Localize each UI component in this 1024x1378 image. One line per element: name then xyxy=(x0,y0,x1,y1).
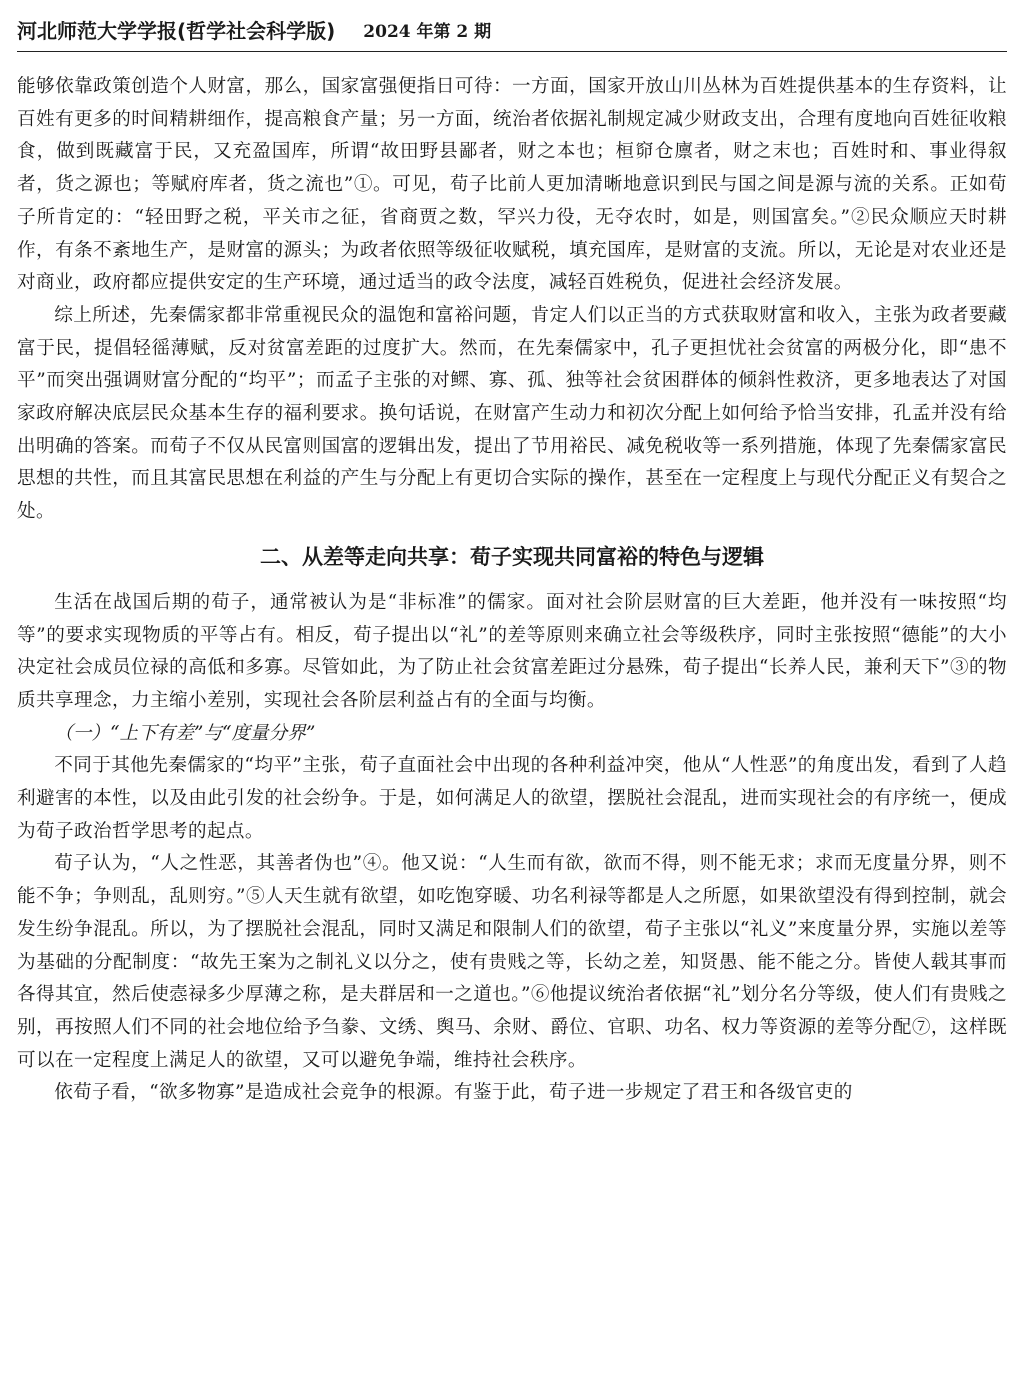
running-header xyxy=(17,0,1007,52)
subsection-heading: （一）“上下有差”与“度量分界” xyxy=(54,722,316,744)
article-body xyxy=(17,52,1007,1110)
paragraph: 依荀子看，“欲多物寡”是造成社会竞争的根源。有鉴于此，荀子进一步规定了君王和各级官吏的 xyxy=(54,1082,853,1104)
issue-number: 2024 年第 2 期 xyxy=(363,22,492,42)
paragraph: 不同于其他先秦儒家的“均平”主张，荀子直面社会中出现的各种利益冲突，他从“人性恶”的角度出发，看到了人趋利避害的本性，以及由此引发的社会纷争。于是，如何满足人的欲望，摆脱社会混乱，进而实现社会的有序统一，便成为荀子政治哲学思考的起点。 xyxy=(17,755,1007,842)
paragraph-continued: 能够依靠政策创造个人财富，那么，国家富强便指日可待：一方面，国家开放山川丛林为百姓提供基本的生存资料，让百姓有更多的时间精耕细作，提高粮食产量；另一方面，统治者依据礼制规定减少财政支出，合理有度地向百姓征收粮食，做到既藏富于民，又充盈国库，所谓“故田野县鄙者，财之本也；桓窌仓廪者，财之末也；百姓时和、事业得叙者，货之源也；等赋府库者，货之流也”①。可见，荀子比前人更加清晰地意识到民与国之间是源与流的关系。正如荀子所肯定的：“轻田野之税，平关市之征，省商贾之数，罕兴力役，无夺农时，如是，则国富矣。”②民众顺应天时耕作，有条不紊地生产，是财富的源头；为政者依照等级征收赋税，填充国库，是财富的支流。所以，无论是对农业还是对商业，政府都应提供安定的生产环境，通过适当的政令法度，减轻百姓税负，促进社会经济发展。 xyxy=(17,76,1007,294)
section-heading: 二、从差等走向共享：荀子实现共同富裕的特色与逻辑 xyxy=(260,544,764,569)
paragraph: 荀子认为，“人之性恶，其善者伪也”④。他又说：“人生而有欲，欲而不得，则不能无求；求而无度量分界，则不能不争；争则乱，乱则穷。”⑤人天生就有欲望，如吃饱穿暖、功名利禄等都是人之所愿，如果欲望没有得到控制，就会发生纷争混乱。所以，为了摆脱社会混乱，同时又满足和限制人们的欲望，荀子主张以“礼义”来度量分界，实施以差等为基础的分配制度：“故先王案为之制礼义以分之，使有贵贱之等，长幼之差，知贤愚、能不能之分。皆使人载其事而各得其宜，然后使悫禄多少厚薄之称，是夫群居和一之道也。”⑥他提议统治者依据“礼”划分名分等级，使人们有贵贱之别，再按照人们不同的社会地位给予刍豢、文绣、舆马、余财、爵位、官职、功名、权力等资源的差等分配⑦，这样既可以在一定程度上满足人的欲望，又可以避免争端，维持社会秩序。 xyxy=(17,853,1007,1071)
journal-name: 河北师范大学学报(哲学社会科学版) xyxy=(17,19,336,43)
paragraph-summary: 综上所述，先秦儒家都非常重视民众的温饱和富裕问题，肯定人们以正当的方式获取财富和收入，主张为政者要藏富于民，提倡轻徭薄赋，反对贫富差距的过度扩大。然而，在先秦儒家中，孔子更担忧社会贫富的两极分化，即“患不平”而突出强调财富分配的“均平”；而孟子主张的对鳏、寡、孤、独等社会贫困群体的倾斜性救济，更多地表达了对国家政府解决底层民众基本生存的福利要求。换句话说，在财富产生动力和初次分配上如何给予恰当安排，孔孟并没有给出明确的答案。而荀子不仅从民富则国富的逻辑出发，提出了节用裕民、减免税收等一系列措施，体现了先秦儒家富民思想的共性，而且其富民思想在利益的产生与分配上有更切合实际的操作，甚至在一定程度上与现代分配正义有契合之处。 xyxy=(17,304,1007,523)
journal-page xyxy=(17,0,1007,1378)
paragraph-section-intro: 生活在战国后期的荀子，通常被认为是“非标准”的儒家。面对社会阶层财富的巨大差距，他并没有一味按照“均等”的要求实现物质的平等占有。相反，荀子提出以“礼”的差等原则来确立社会等级秩序，同时主张按照“德能”的大小决定社会成员位禄的高低和多寡。尽管如此，为了防止社会贫富差距过分悬殊，荀子提出“长养人民，兼利天下”③的物质共享理念，力主缩小差别，实现社会各阶层利益占有的全面与均衡。 xyxy=(17,591,1007,711)
